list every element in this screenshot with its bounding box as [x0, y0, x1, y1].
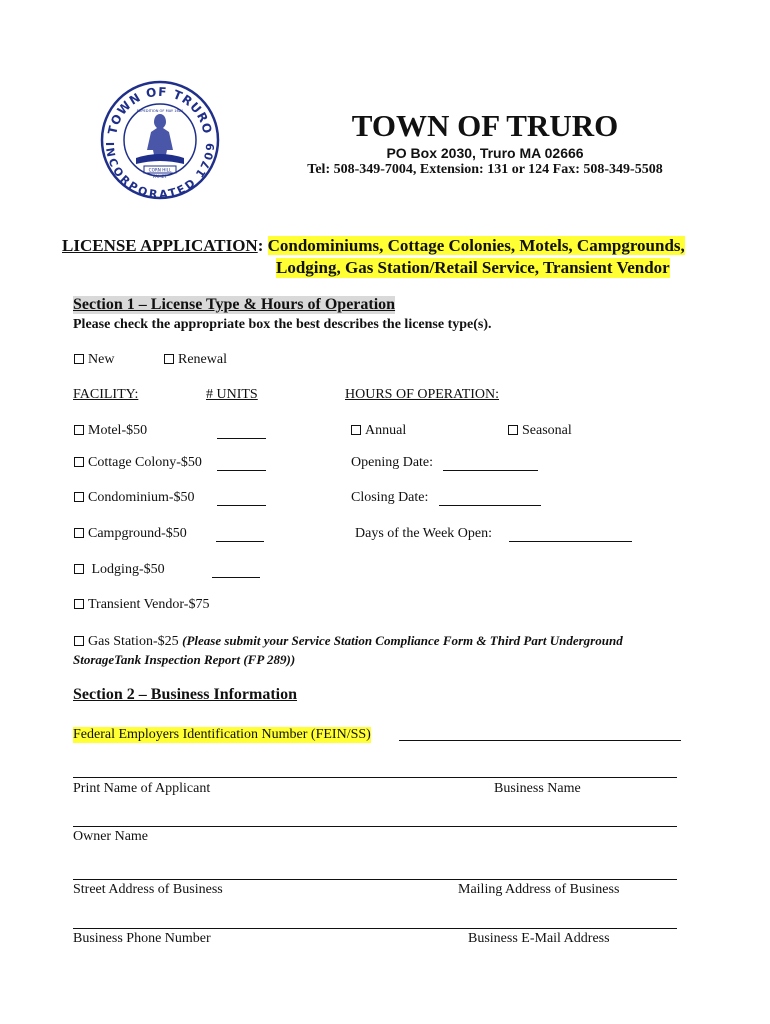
lodging-label: Lodging-$50: [91, 562, 165, 577]
owner-name-line[interactable]: [73, 826, 677, 827]
gas-option[interactable]: [74, 633, 623, 650]
cottage-label: Cottage Colony-$50: [88, 455, 202, 470]
renewal-label: Renewal: [178, 352, 227, 367]
cottage-units-field[interactable]: [217, 458, 266, 471]
motel-label: Motel-$50: [88, 423, 148, 438]
seasonal-checkbox[interactable]: [508, 425, 518, 435]
town-address: PO Box 2030, Truro MA 02666: [386, 145, 584, 161]
motel-units-field[interactable]: [217, 426, 266, 439]
svg-text:PAMET: PAMET: [153, 174, 167, 179]
units-header: # UNITS: [206, 387, 258, 402]
application-types-line2: Lodging, Gas Station/Retail Service, Transient Vendor: [276, 258, 670, 277]
applicant-business-line[interactable]: [73, 777, 677, 778]
svg-text:EXPEDITION OF MAY 1621: EXPEDITION OF MAY 1621: [136, 109, 184, 113]
closing-date-field[interactable]: [439, 493, 541, 506]
gas-checkbox[interactable]: [74, 636, 84, 646]
application-label: LICENSE APPLICATION: [62, 236, 258, 255]
seasonal-option[interactable]: [508, 423, 572, 439]
new-label: New: [88, 352, 115, 367]
campground-units-field[interactable]: [216, 529, 264, 542]
svg-text:INCORPORATED 1709: INCORPORATED 1709: [102, 141, 218, 202]
gas-label: Gas Station-$25: [88, 634, 179, 649]
owner-name-label: Owner Name: [73, 829, 149, 844]
address-line[interactable]: [73, 879, 677, 880]
application-types-line1: Condominiums, Cottage Colonies, Motels, Campgrounds,: [267, 236, 685, 255]
days-open-field[interactable]: [509, 529, 632, 542]
closing-date-label: Closing Date:: [351, 490, 429, 505]
facility-header: FACILITY:: [73, 387, 139, 402]
seasonal-label: Seasonal: [522, 423, 572, 438]
opening-date-label: Opening Date:: [351, 455, 434, 470]
annual-option[interactable]: [351, 423, 406, 439]
section2-title: Section 2 – Business Information: [73, 686, 298, 703]
fein-label: Federal Employers Identification Number (FEIN/SS): [73, 727, 371, 742]
condo-checkbox[interactable]: [74, 492, 84, 502]
condo-units-field[interactable]: [217, 493, 266, 506]
opening-date-field[interactable]: [443, 458, 538, 471]
business-name-label: Business Name: [494, 781, 581, 796]
motel-option[interactable]: [74, 423, 147, 439]
transient-label: Transient Vendor-$75: [88, 597, 210, 612]
lodging-units-field[interactable]: [212, 565, 260, 578]
new-option[interactable]: [74, 352, 114, 368]
svg-text:CORN HILL: CORN HILL: [148, 167, 172, 173]
business-phone-label: Business Phone Number: [73, 931, 211, 946]
renewal-checkbox[interactable]: [164, 354, 174, 364]
renewal-option[interactable]: [164, 352, 227, 368]
print-name-label: Print Name of Applicant: [73, 781, 211, 796]
phone-email-line[interactable]: [73, 928, 677, 929]
days-open-label: Days of the Week Open:: [355, 526, 493, 541]
gas-note-line1: (Please submit your Service Station Compliance Form & Third Part Underground: [182, 633, 623, 648]
mailing-address-label: Mailing Address of Business: [458, 882, 620, 897]
street-address-label: Street Address of Business: [73, 882, 223, 897]
section1-title: Section 1 – License Type & Hours of Operation: [73, 296, 396, 313]
business-email-label: Business E-Mail Address: [468, 931, 610, 946]
gas-note-line2: StorageTank Inspection Report (FP 289)): [73, 652, 296, 667]
transient-checkbox[interactable]: [74, 599, 84, 609]
svg-text:TOWN OF TRURO: TOWN OF TRURO: [105, 84, 215, 136]
hours-header: HOURS OF OPERATION:: [345, 387, 500, 402]
lodging-checkbox[interactable]: [74, 564, 84, 574]
condo-option[interactable]: [74, 490, 195, 506]
town-contact: Tel: 508-349-7004, Extension: 131 or 124 Fax: 508-349-5508: [307, 162, 663, 177]
transient-option[interactable]: [74, 597, 209, 613]
campground-checkbox[interactable]: [74, 528, 84, 538]
application-colon: :: [257, 236, 264, 255]
annual-checkbox[interactable]: [351, 425, 361, 435]
new-checkbox[interactable]: [74, 354, 84, 364]
cottage-checkbox[interactable]: [74, 457, 84, 467]
section1-instruction: Please check the appropriate box the best describes the license type(s).: [73, 317, 492, 332]
lodging-option[interactable]: [74, 562, 165, 578]
application-heading: [62, 236, 685, 256]
condo-label: Condominium-$50: [88, 490, 195, 505]
cottage-option[interactable]: [74, 455, 202, 471]
town-title: TOWN OF TRURO: [351, 108, 619, 143]
fein-field[interactable]: [399, 729, 681, 741]
campground-option[interactable]: [74, 526, 187, 542]
town-seal-logo: [100, 78, 220, 202]
campground-label: Campground-$50: [88, 526, 187, 541]
annual-label: Annual: [365, 423, 407, 438]
motel-checkbox[interactable]: [74, 425, 84, 435]
